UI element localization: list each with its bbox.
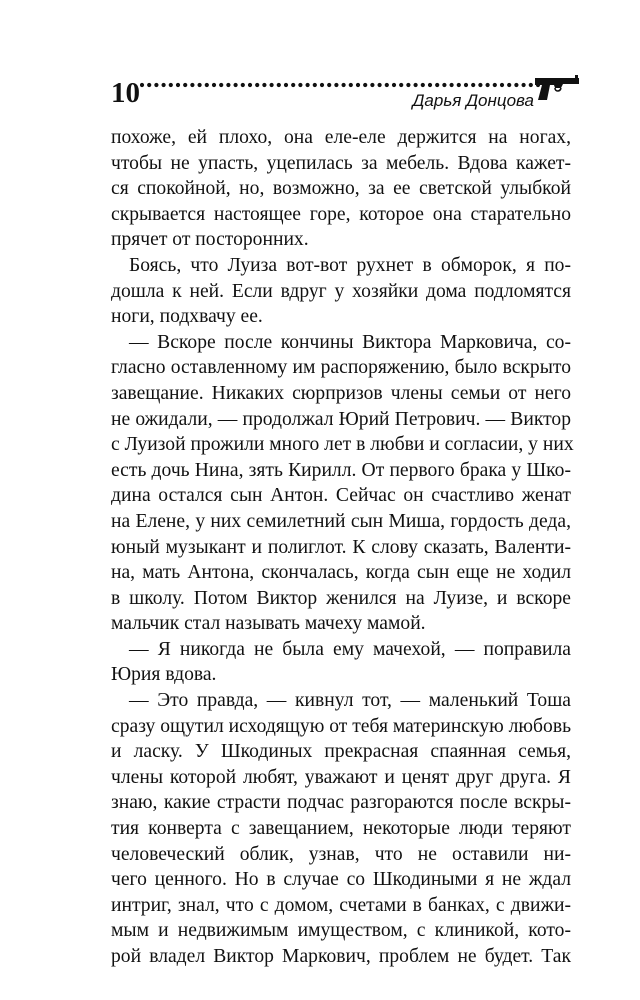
- text-line: человеческий облик, узнав, что не оставили ни-: [111, 843, 571, 865]
- text-line: рой владел Виктор Маркович, проблем не будет. Так: [111, 946, 571, 967]
- pistol-icon: [533, 74, 583, 104]
- header-dotted-rule: [140, 80, 540, 90]
- text-line: интриг, знал, что с домом, счетами в банках, с движи-: [111, 894, 571, 916]
- text-line: похоже, ей плохо, она еле-еле держится на ногах,: [111, 127, 571, 148]
- text-line: есть дочь Нина, зять Кирилл. От первого брака у Шко-: [111, 459, 571, 481]
- text-line: дошла к ней. Если вдруг у хозяйки дома подломятся: [111, 280, 571, 302]
- text-line: юный музыкант и полиглот. К слову сказать, Валенти-: [111, 536, 571, 558]
- text-line: члены которой любят, уважают и ценят друг друга. Я: [111, 766, 571, 788]
- author-name: Дарья Донцова: [412, 91, 534, 110]
- body-text: [111, 125, 574, 970]
- text-line: мальчик стал называть мачеху мамой.: [111, 613, 426, 635]
- text-line: тия конверта с завещанием, некоторые люди теряют: [111, 818, 571, 840]
- text-line: прячет от посторонних.: [111, 229, 309, 251]
- text-line: знаю, какие страсти подчас разгораются после вскры-: [111, 792, 571, 814]
- text-line: мым и недвижимым имуществом, с клиникой, кото-: [111, 920, 571, 942]
- text-line: ся спокойной, но, возможно, за ее светской улыбкой: [111, 178, 571, 200]
- text-line: — Это правда, — кивнул тот, — маленький Тоша: [129, 690, 571, 712]
- text-line: дина остался сын Антон. Сейчас он счастливо женат: [111, 485, 571, 507]
- text-line: с Луизой прожили много лет в любви и согласии, у них: [111, 434, 574, 456]
- text-line: в школу. Потом Виктор женился на Луизе, и вскоре: [111, 587, 571, 609]
- text-line: гласно оставленному им распоряжению, было вскрыто: [111, 357, 571, 379]
- text-line: не ожидали, — продолжал Юрий Петрович. — Виктор: [111, 408, 571, 430]
- text-line: завещание. Никаких сюрпризов члены семьи от него: [111, 382, 571, 404]
- text-line: чего ценного. Но в случае со Шкодиными я не ждал: [111, 869, 571, 891]
- text-line: на Елене, у них семилетний сын Миша, гордость деда,: [111, 510, 571, 532]
- text-line: сразу ощутил исходящую от тебя материнскую любовь: [111, 715, 572, 737]
- text-line: чтобы не упасть, уцепилась за мебель. Вдова кажет-: [111, 152, 571, 174]
- text-line: Боясь, что Луиза вот-вот рухнет в обморок, я по-: [129, 254, 571, 276]
- text-line: и ласку. У Шкодиных прекрасная спаянная семья,: [111, 741, 571, 763]
- text-line: Юрия вдова.: [111, 664, 217, 686]
- text-line: скрывается настоящее горе, которое она старательно: [111, 203, 571, 225]
- text-line: — Вскоре после кончины Виктора Марковича, со-: [129, 331, 571, 353]
- text-line: ноги, подхвачу ее.: [111, 306, 263, 328]
- text-line: — Я никогда не была ему мачехой, — поправила: [129, 638, 571, 660]
- page-number: 10: [111, 77, 140, 109]
- text-line: на, мать Антона, скончалась, когда сын еще не ходил: [111, 562, 571, 584]
